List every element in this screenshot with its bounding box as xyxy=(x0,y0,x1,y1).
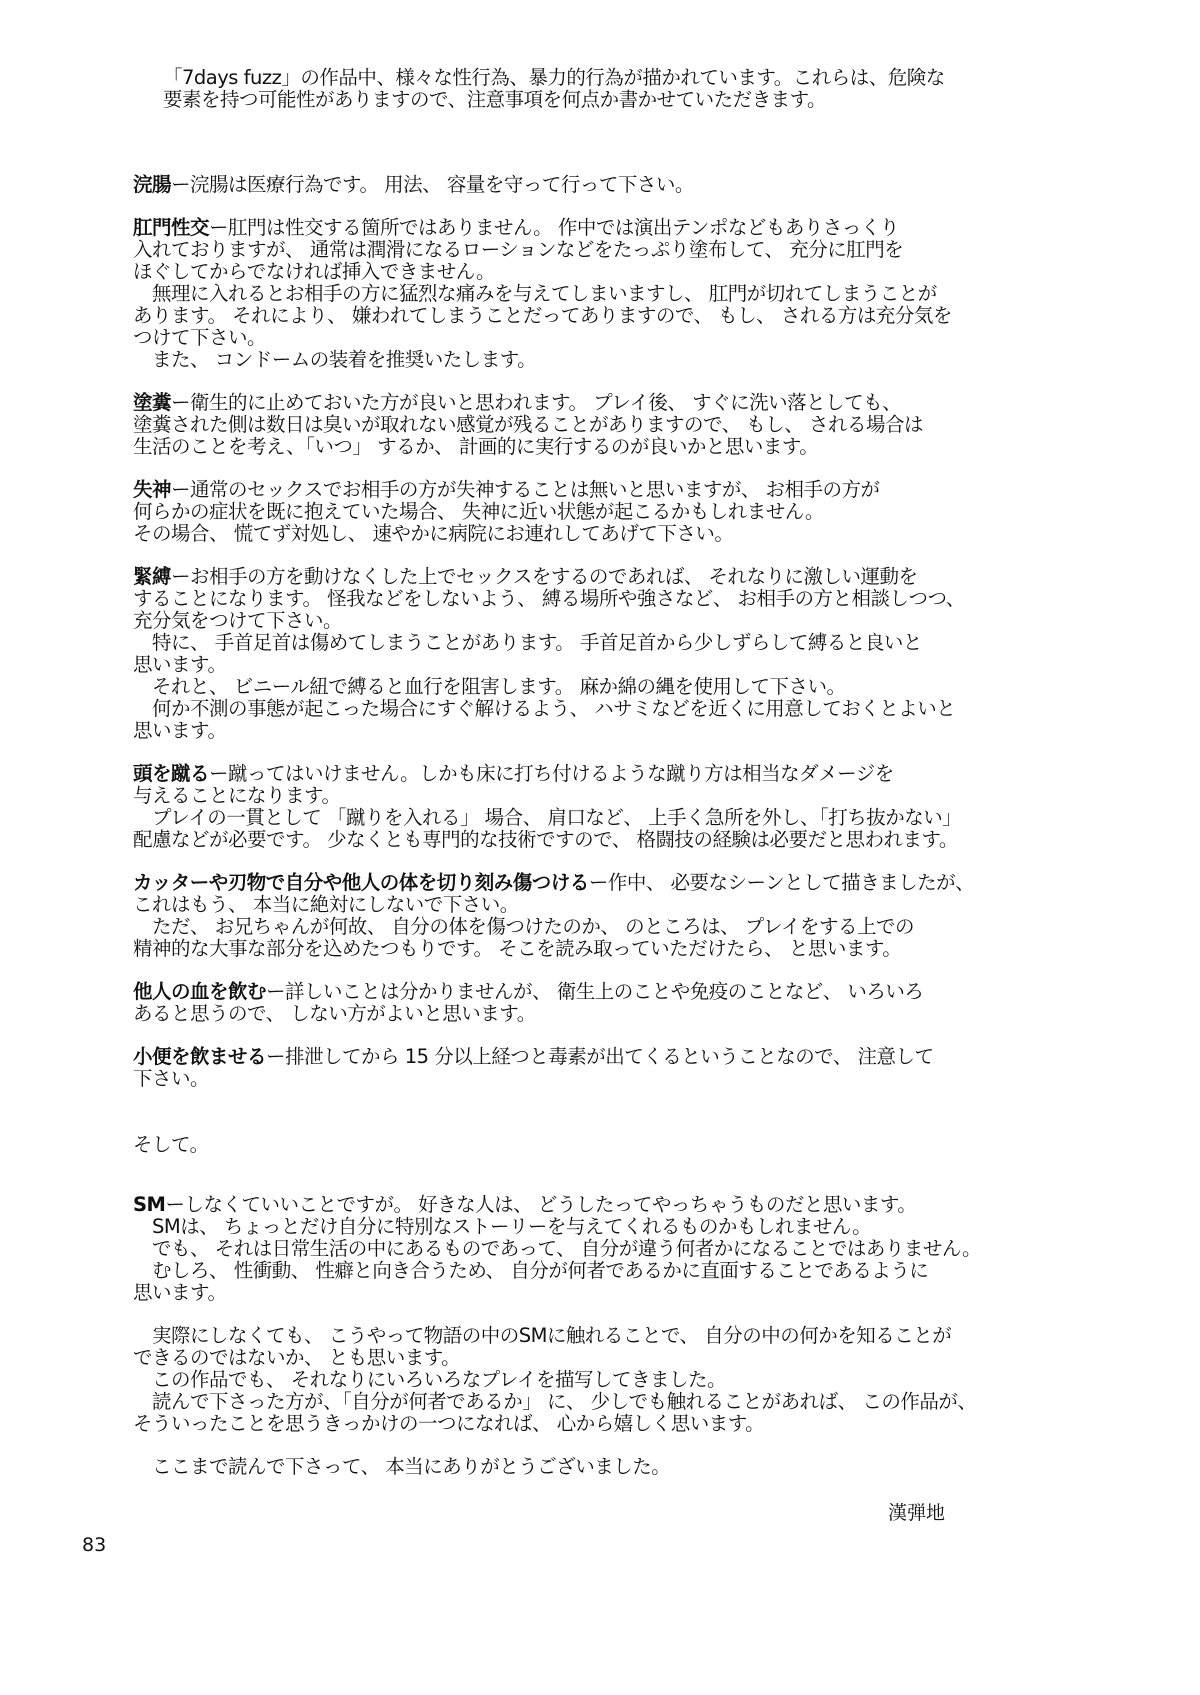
text-line: 「7days fuzz」の作品中、様々な性行為、暴力的行為が描かれています。これらは、危険な xyxy=(163,66,945,89)
text-line xyxy=(133,217,952,239)
warning-section xyxy=(133,174,694,196)
text-line: 下さい。 xyxy=(133,1067,210,1090)
page-number: 83 xyxy=(82,1534,107,1556)
text-line: あると思うので、 しない方がよいと思います。 xyxy=(133,1002,536,1025)
text-line: この作品でも、 それなりにいろいろなプレイを描写してきました。 xyxy=(133,1368,726,1391)
text-line: 入れておりますが、 通常は潤滑になるローションなどをたっぷり塗布して、 充分に肛門を xyxy=(133,238,904,261)
section-heading: 他人の血を飲む xyxy=(133,980,267,1003)
text-line: することになります。 怪我などをしないよう、 縛る場所や強さなど、 お相手の方と相談しつつ、 xyxy=(133,587,965,610)
text-line: 思います。 xyxy=(133,1281,227,1304)
text-line: そして。 xyxy=(133,1133,209,1156)
text-span: ー蹴ってはいけません。しかも床に打ち付けるような蹴り方は相当なダメージを xyxy=(209,762,894,785)
text-line: SMは、 ちょっとだけ自分に特別なストーリーを与えてくれるものかもしれません。 xyxy=(133,1215,872,1238)
text-line: むしろ、 性衝動、 性癖と向き合うため、 自分が何者であるかに直面することであるように xyxy=(133,1259,929,1282)
thanks-line xyxy=(133,1456,670,1478)
text-line: 思います。 xyxy=(133,653,227,676)
text-line: あります。 それにより、 嫌われてしまうことだってありますので、 もし、 される方は充分気を xyxy=(133,304,952,327)
sm-section xyxy=(133,1194,981,1304)
text-span: ー衛生的に止めておいた方が良いと思われます。 プレイ後、 すぐに洗い落としても、 xyxy=(171,391,902,414)
section-heading: 失神 xyxy=(133,478,172,501)
warning-section xyxy=(133,1046,934,1090)
text-line: ここまで読んで下さって、 本当にありがとうございました。 xyxy=(133,1455,671,1478)
text-line: できるのではないか、 とも思います。 xyxy=(133,1346,461,1369)
warning-section xyxy=(133,763,961,851)
text-span: ー肛門は性交する箇所ではありません。 作中では演出テンポなどもありさっくり xyxy=(209,216,899,239)
text-line xyxy=(133,1194,981,1216)
text-line: 充分気をつけて下さい。 xyxy=(133,609,343,632)
text-line xyxy=(133,763,961,785)
section-heading: 小便を飲ませる xyxy=(133,1045,267,1068)
text-line: これはもう、 本当に絶対にしないで下さい。 xyxy=(133,893,519,916)
text-line: 精神的な大事な部分を込めたつもりです。 そこを読み取っていただけたら、 と思います。 xyxy=(133,937,902,960)
warning-section xyxy=(133,217,952,371)
text-line: 何らかの症状を既に抱えていた場合、 失神に近い状態が起こるかもしれません。 xyxy=(133,500,824,523)
text-line: 思います。 xyxy=(133,719,227,742)
text-line: 塗糞された側は数日は臭いが取れない感覚が残ることがありますので、 もし、 される場合は xyxy=(133,413,924,436)
text-line xyxy=(133,479,880,501)
text-line xyxy=(133,174,694,196)
text-line: 要素を持つ可能性がありますので、注意事項を何点か書かせていただきます。 xyxy=(163,88,827,111)
text-line: つけて下さい。 xyxy=(133,326,267,349)
text-line: ただ、 お兄ちゃんが何故、 自分の体を傷つけたのか、 のところは、 プレイをする上での xyxy=(133,915,915,938)
text-line: 配慮などが必要です。 少なくとも専門的な技術ですので、 格闘技の経験は必要だと思われます。 xyxy=(133,828,958,851)
text-line: でも、 それは日常生活の中にあるものであって、 自分が違う何者かになることではありません。 xyxy=(133,1237,981,1260)
text-span: ー排泄してから 15 分以上経つと毒素が出てくるということなので、 注意して xyxy=(266,1045,934,1068)
soshite-line xyxy=(133,1134,209,1156)
text-line: その場合、 慌てず対処し、 速やかに病院にお連れしてあげて下さい。 xyxy=(133,522,734,545)
text-line: ほぐしてからでなければ挿入できません。 xyxy=(133,260,495,283)
section-heading: カッターや刃物で自分や他人の体を切り刻み傷つける xyxy=(133,871,589,894)
text-span: ー浣腸は医療行為です。 用法、 容量を守って行って下さい。 xyxy=(171,173,694,196)
section-heading: 頭を蹴る xyxy=(133,762,210,785)
text-span: ー通常のセックスでお相手の方が失神することは無いと思いますが、 お相手の方が xyxy=(171,478,880,501)
section-heading: 塗糞 xyxy=(133,391,172,414)
warning-section xyxy=(133,566,965,742)
text-line: 生活のことを考え、「いつ」 するか、 計画的に実行するのが良いかと思います。 xyxy=(133,435,819,458)
text-line: 与えることになります。 xyxy=(133,784,341,807)
text-line: 何か不測の事態が起こった場合にすぐ解けるよう、 ハサミなどを近くに用意しておくとよいと xyxy=(133,697,956,720)
section-heading: SM xyxy=(133,1193,166,1216)
intro-paragraph xyxy=(163,66,945,110)
text-span: ー作中、 必要なシーンとして描きましたが、 xyxy=(588,871,975,894)
text-span: ーお相手の方を動けなくした上でセックスをするのであれば、 それなりに激しい運動を xyxy=(171,565,918,588)
section-heading: 緊縛 xyxy=(133,565,172,588)
text-line: また、 コンドームの装着を推奨いたします。 xyxy=(133,348,537,371)
warning-section xyxy=(133,479,880,545)
text-line xyxy=(133,392,923,414)
text-span: ー詳しいことは分かりませんが、 衛生上のことや免疫のことなど、 いろいろ xyxy=(266,980,924,1003)
text-line: そういったことを思うきっかけの一つになれば、 心から嬉しく思います。 xyxy=(133,1412,765,1435)
text-line xyxy=(133,1046,934,1068)
warning-section xyxy=(133,872,974,960)
text-line xyxy=(133,566,965,588)
section-heading: 肛門性交 xyxy=(133,216,210,239)
author-signature: 漢弾地 xyxy=(888,1502,946,1524)
text-line: 実際にしなくても、 こうやって物語の中のSMに触れることで、 自分の中の何かを知ることが xyxy=(133,1324,952,1347)
warning-section xyxy=(133,392,923,458)
text-line: プレイの一貫として 「蹴りを入れる」 場合、 肩口など、 上手く急所を外し、「打ち抜かない」 xyxy=(133,806,962,829)
text-line: 特に、 手首足首は傷めてしまうことがあります。 手首足首から少しずらして縛ると良いと xyxy=(133,631,922,654)
text-span: ーしなくていいことですが。 好きな人は、 どうしたってやっちゃうものだと思います。 xyxy=(165,1193,917,1216)
text-line: 無理に入れるとお相手の方に猛烈な痛みを与えてしまいますし、 肛門が切れてしまうことが xyxy=(133,282,937,305)
text-line xyxy=(133,981,923,1003)
text-line: それと、 ビニール紐で縛ると血行を阻害します。 麻か綿の縄を使用して下さい。 xyxy=(133,675,846,698)
closing-paragraph xyxy=(133,1325,976,1435)
section-heading: 浣腸 xyxy=(133,173,172,196)
warning-section xyxy=(133,981,923,1025)
text-line: 読んで下さった方が、「自分が何者であるか」 に、 少しでも触れることがあれば、 この作品が、 xyxy=(133,1390,977,1413)
text-line xyxy=(133,872,974,894)
